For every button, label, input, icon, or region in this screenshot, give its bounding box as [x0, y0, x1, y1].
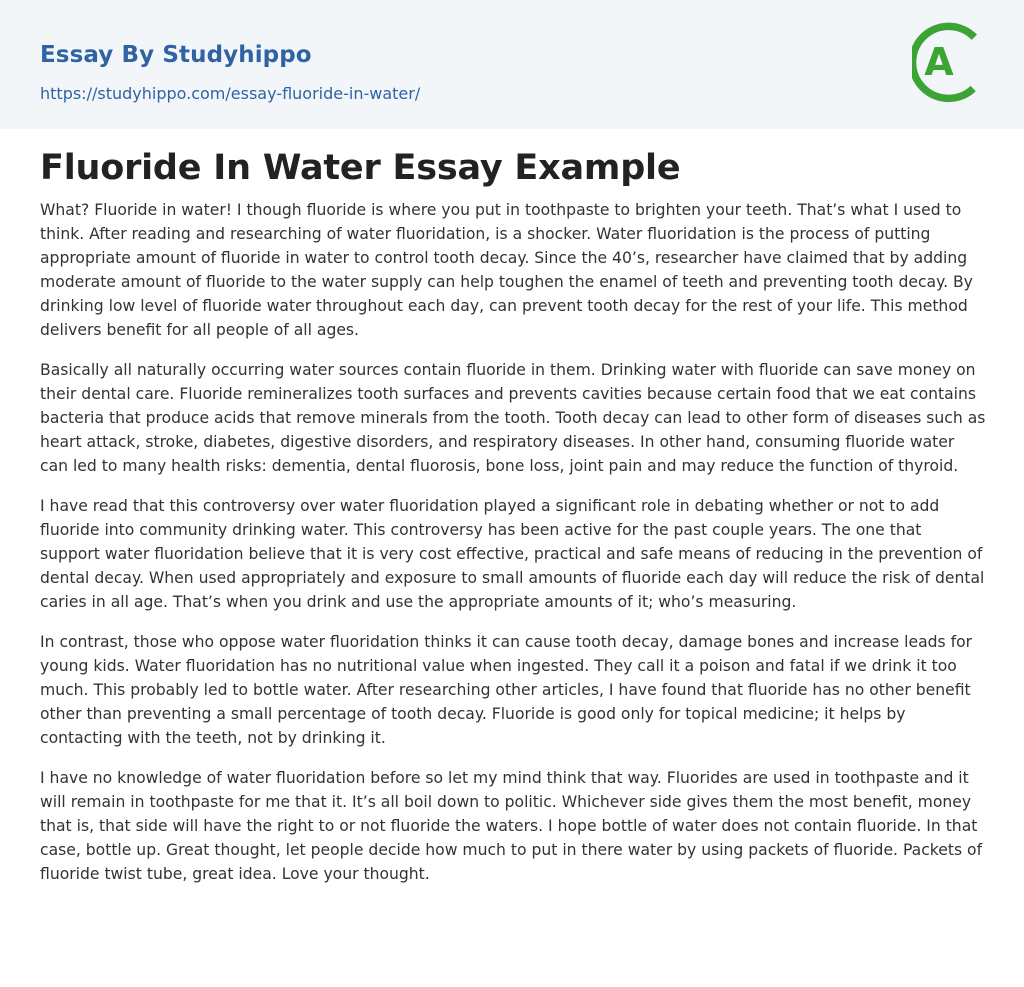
logo-letter: A — [924, 40, 954, 84]
essay-url-link[interactable]: https://studyhippo.com/essay-fluoride-in-water/ — [40, 84, 421, 103]
essay-article — [40, 146, 986, 886]
essay-paragraph-4: In contrast, those who oppose water fluoridation thinks it can cause tooth decay, damage bones and increase leads for young kids. Water fluoridation has no nutritional value when ingested. They call it a poison and fatal if we drink it too much. This probably led to bottle water. After researching other articles, I have found that fluoride has no other benefit other than preventing a small percentage of tooth decay. Fluoride is good only for topical medicine; it helps by contacting with the teeth, not by drinking it. — [40, 633, 973, 747]
essay-paragraph-2: Basically all naturally occurring water sources contain fluoride in them. Drinking water with fluoride can save money on their dental care. Fluoride remineralizes tooth surfaces and prevents cavities because certain food that we eat contains bacteria that produce acids that remove minerals from the tooth. Tooth decay can lead to other form of diseases such as heart attack, stroke, diabetes, digestive disorders, and respiratory diseases. In other hand, consuming fluoride water can led to many health risks: dementia, dental fluorosis, bone loss, joint pain and may reduce the function of thyroid. — [40, 361, 986, 475]
studyhippo-logo-icon[interactable] — [912, 18, 988, 106]
site-brand[interactable]: Essay By Studyhippo — [40, 42, 312, 68]
site-header — [0, 0, 1024, 129]
essay-paragraph-1: What? Fluoride in water! I though fluoride is where you put in toothpaste to brighten your teeth. That’s what I used to think. After reading and researching of water fluoridation, is a shocker. Water fluoridation is the process of putting appropriate amount of fluoride in water to control tooth decay. Since the 40’s, researcher have claimed that by adding moderate amount of fluoride to the water supply can help toughen the enamel of teeth and preventing tooth decay. By drinking low level of fluoride water throughout each day, can prevent tooth decay for the rest of your life. This method delivers benefit for all people of all ages. — [40, 201, 973, 339]
essay-paragraph-5: I have no knowledge of water fluoridation before so let my mind think that way. Fluorides are used in toothpaste and it will remain in toothpaste for me that it. It’s all boil down to politic. Whichever side gives them the most benefit, money that is, that side will have the right to or not fluoride the waters. I hope bottle of water does not contain fluoride. In that case, bottle up. Great thought, let people decide how much to put in there water by using packets of fluoride. Packets of fluoride twist tube, great idea. Love your thought. — [40, 769, 983, 883]
essay-paragraph-3: I have read that this controversy over water fluoridation played a significant role in debating whether or not to add fluoride into community drinking water. This controversy has been active for the past couple years. The one that support water fluoridation believe that it is very cost effective, practical and safe means of reducing in the prevention of dental decay. When used appropriately and exposure to small amounts of fluoride each day will reduce the risk of dental caries in all age. That’s when you drink and use the appropriate amounts of it; who’s measuring. — [40, 497, 985, 611]
essay-title: Fluoride In Water Essay Example — [40, 148, 681, 188]
